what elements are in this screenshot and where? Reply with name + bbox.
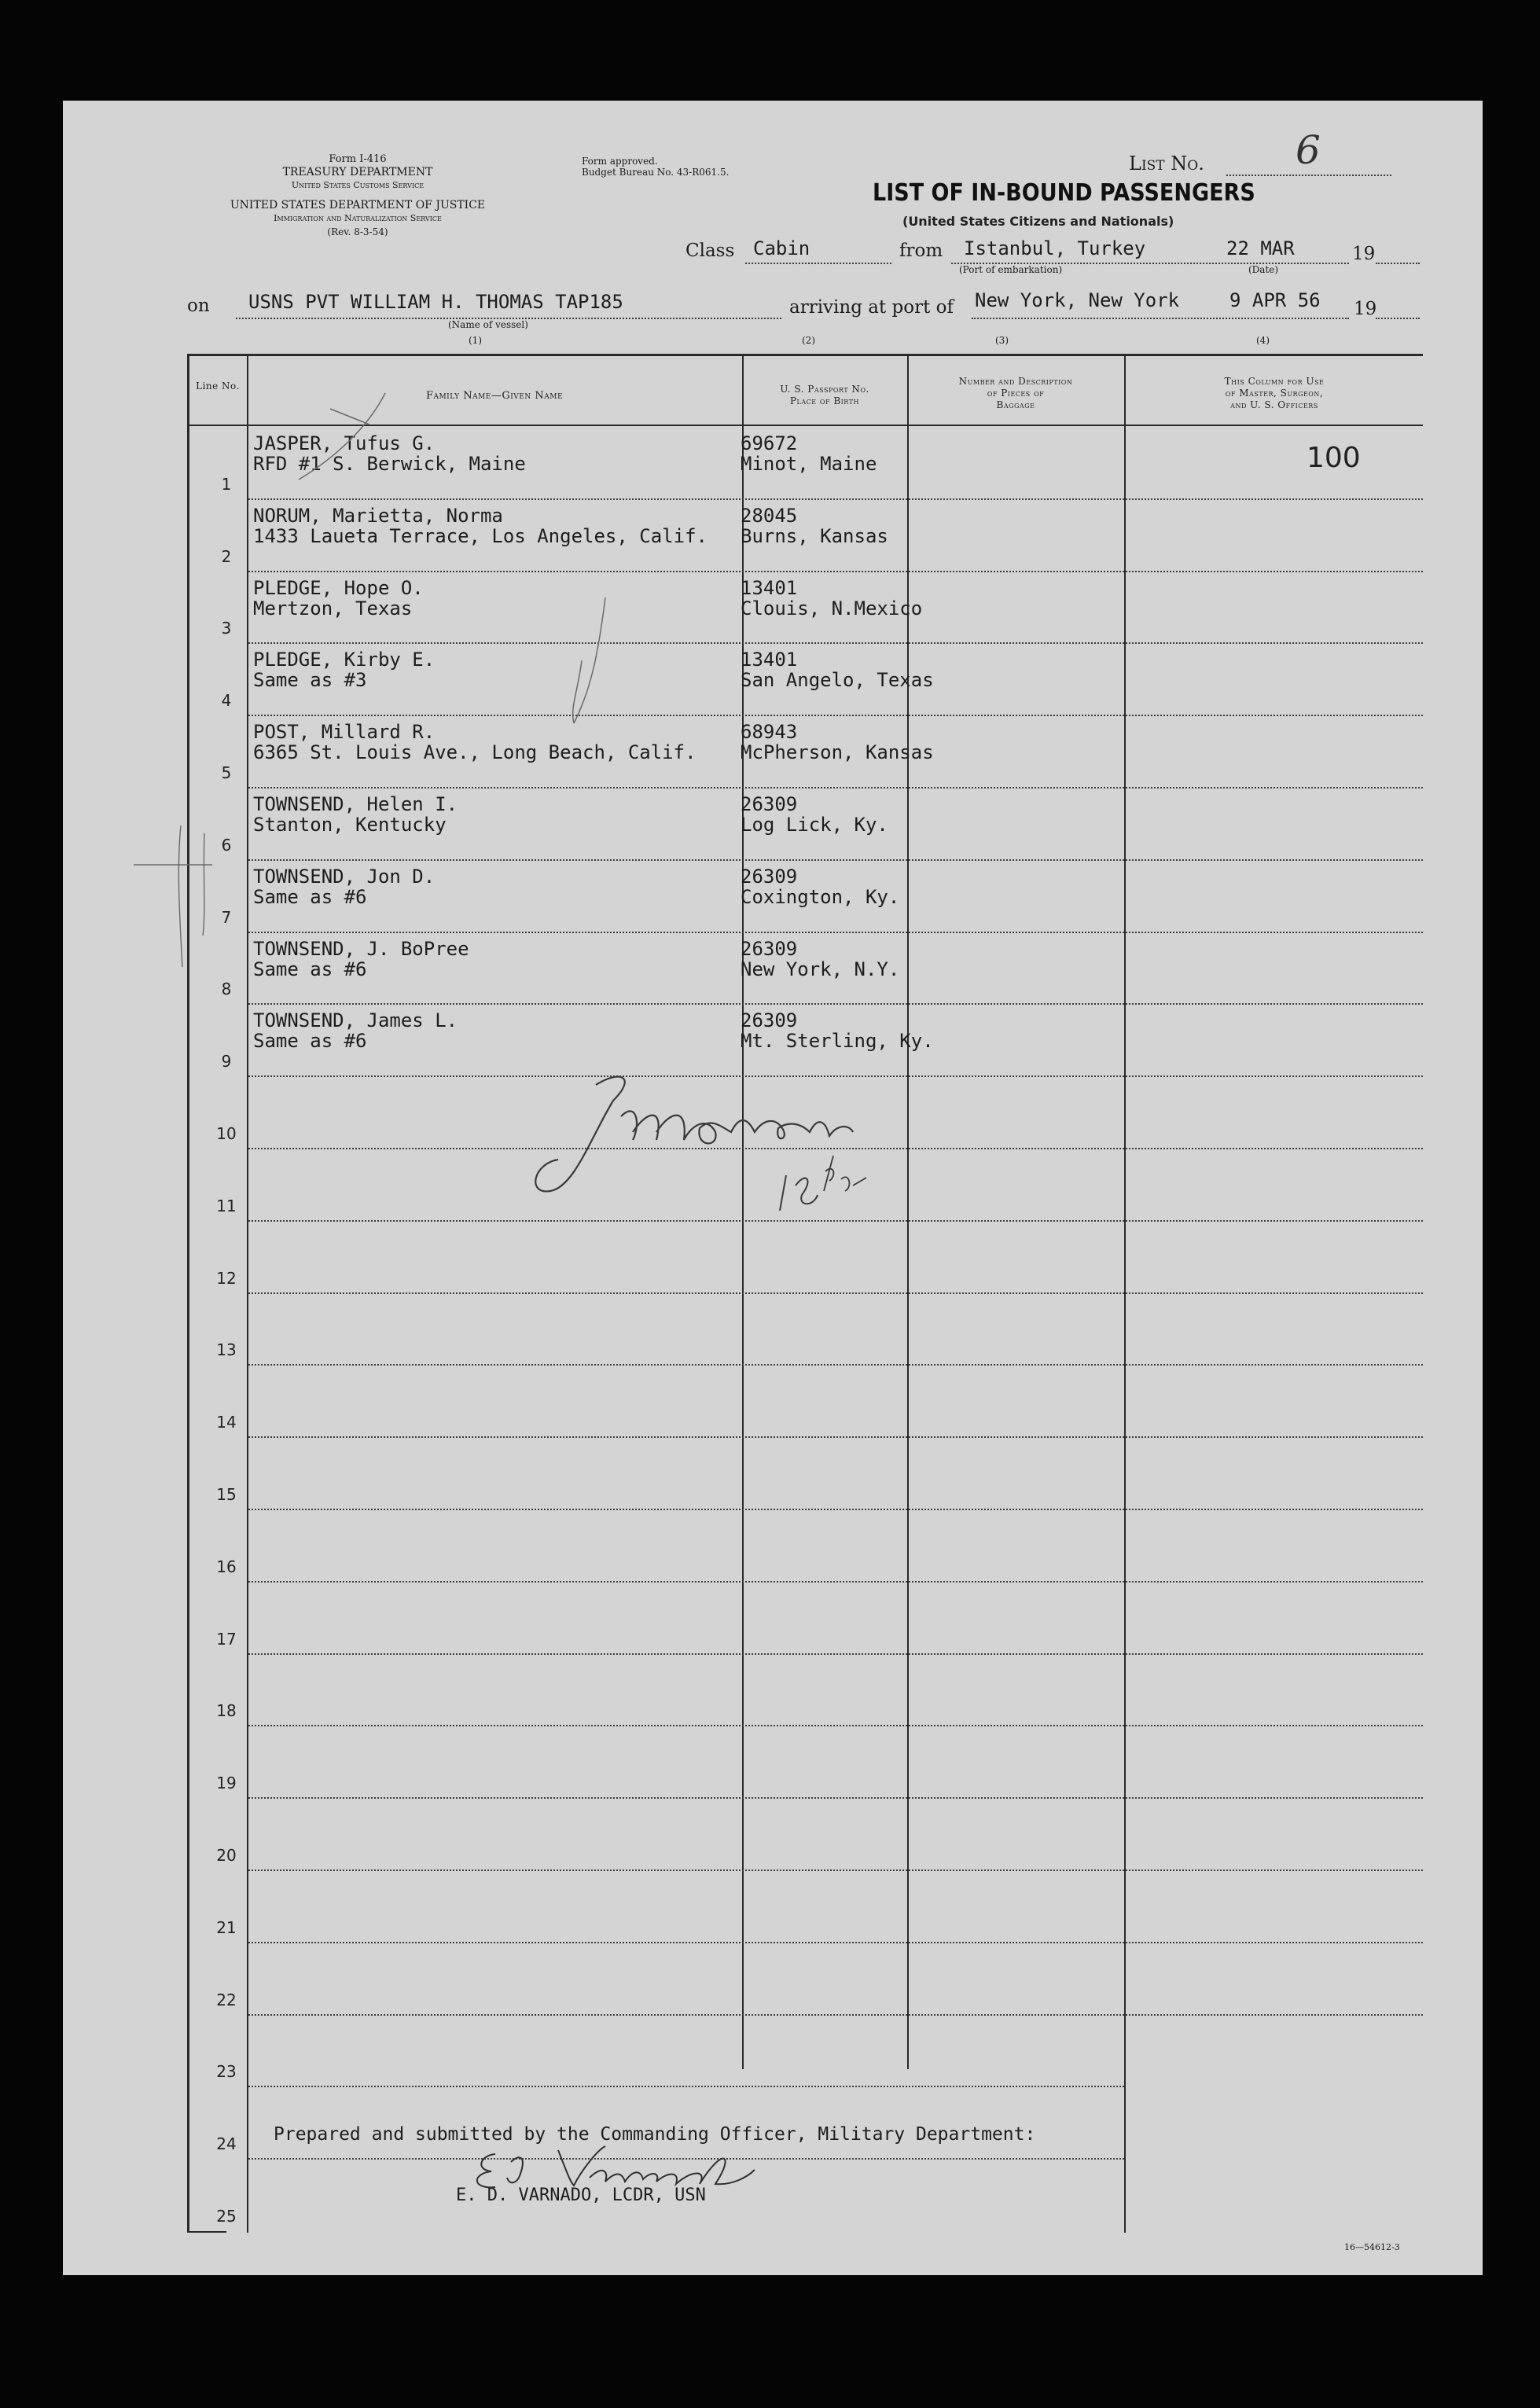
line-number: 9 — [221, 1052, 232, 1072]
class-value: Cabin — [753, 237, 810, 259]
row-line — [248, 1364, 1423, 1366]
passenger-name: TOWNSEND, Jon D. — [253, 865, 436, 888]
line-number: 17 — [216, 1629, 237, 1649]
line-number: 5 — [221, 763, 232, 782]
line-number: 16 — [216, 1557, 237, 1576]
passenger-name: JASPER, Tufus G. — [253, 432, 436, 454]
treasury-department: TREASURY DEPARTMENT — [282, 166, 433, 178]
year-prefix-2: 19 — [1354, 299, 1377, 319]
row-line — [248, 1725, 1423, 1726]
inspector-signature — [503, 1053, 991, 1242]
footer-print-code: 16—54612-3 — [1344, 2242, 1400, 2252]
list-number-line — [1226, 175, 1391, 176]
row-line — [248, 1797, 1423, 1799]
revision-date: (Rev. 8-3-54) — [327, 226, 388, 237]
passenger-name: TOWNSEND, Helen I. — [253, 793, 458, 815]
passenger-address: Same as #3 — [253, 669, 367, 692]
passport-number: 26309 — [741, 937, 798, 960]
header-baggage-line3: Baggage — [996, 399, 1035, 410]
passenger-address: Same as #6 — [253, 1030, 367, 1053]
arrival-date: 9 APR 56 — [1229, 289, 1321, 311]
column-number-4: (4) — [1256, 335, 1270, 346]
place-of-birth: Burns, Kansas — [741, 524, 888, 547]
passenger-name: PLEDGE, Hope O. — [253, 576, 424, 599]
place-of-birth: Mt. Sterling, Ky. — [741, 1030, 934, 1053]
form-subtitle: (United States Citizens and Nationals) — [902, 214, 1174, 229]
form-number: Form I-416 — [329, 153, 387, 165]
column-number-3: (3) — [995, 335, 1009, 346]
place-of-birth: Minot, Maine — [741, 453, 877, 475]
passenger-name: POST, Millard R. — [253, 721, 436, 744]
passport-number: 26309 — [741, 865, 798, 888]
class-label: Class — [685, 241, 735, 261]
customs-service: United States Customs Service — [291, 180, 425, 190]
arrival-line — [972, 318, 1349, 319]
prepared-by-statement: Prepared and submitted by the Commanding Officer, Military Department: — [274, 2124, 1036, 2145]
place-of-birth: Coxington, Ky. — [741, 885, 900, 908]
passenger-name: TOWNSEND, James L. — [253, 1009, 458, 1032]
budget-bureau: Budget Bureau No. 43-R061.5. — [582, 167, 730, 178]
passenger-address: 1433 Laueta Terrace, Los Angeles, Calif. — [253, 524, 708, 547]
passport-number: 13401 — [741, 576, 798, 599]
row-line — [248, 1509, 1423, 1510]
officer-note: 100 — [1307, 442, 1361, 474]
on-label: on — [187, 296, 210, 316]
row-line — [248, 1581, 1423, 1583]
line-number: 1 — [221, 474, 232, 494]
line-number: 25 — [216, 2207, 237, 2226]
form-title: LIST OF IN-BOUND PASSENGERS — [873, 179, 1255, 207]
department-of-justice: UNITED STATES DEPARTMENT OF JUSTICE — [230, 199, 486, 211]
passenger-address: RFD #1 S. Berwick, Maine — [253, 453, 526, 475]
header-passport-line1: U. S. Passport No. — [780, 384, 869, 395]
form-approved: Form approved. — [582, 156, 658, 167]
header-officers-line1: This Column for Use — [1224, 376, 1325, 387]
line-number: 13 — [216, 1340, 237, 1360]
header-line-no-text: Line No. — [196, 381, 240, 392]
line-number: 15 — [216, 1485, 237, 1504]
line-number: 19 — [216, 1774, 237, 1793]
line-number: 23 — [216, 2062, 237, 2082]
line-number: 20 — [216, 1846, 237, 1865]
line-number: 21 — [216, 1917, 237, 1937]
header-baggage-line2: of Pieces of — [987, 388, 1045, 399]
class-line — [745, 263, 891, 264]
row-line — [248, 1003, 1423, 1005]
header-officers-line3: and U. S. Officers — [1230, 399, 1318, 410]
passport-number: 26309 — [741, 793, 798, 815]
date-caption: (Date) — [1248, 264, 1279, 275]
margin-pencil-marks — [134, 362, 637, 991]
line-number: 7 — [221, 907, 232, 927]
passenger-name: NORUM, Marietta, Norma — [253, 504, 503, 527]
row-line — [248, 2086, 1124, 2087]
vessel-caption: (Name of vessel) — [448, 319, 528, 330]
from-label: from — [899, 241, 943, 261]
passport-number: 69672 — [741, 432, 798, 454]
line-number: 4 — [221, 691, 232, 711]
line-number: 24 — [216, 2134, 237, 2154]
vessel-name: USNS PVT WILLIAM H. THOMAS TAP185 — [248, 291, 623, 313]
line-number: 2 — [221, 546, 232, 566]
arrival-port: New York, New York — [975, 289, 1180, 311]
header-baggage-line1: Number and Description — [958, 376, 1073, 387]
passenger-address: Stanton, Kentucky — [253, 814, 447, 836]
line-number: 10 — [216, 1124, 237, 1143]
row-line — [248, 1869, 1423, 1871]
passenger-address: Same as #6 — [253, 958, 367, 980]
row-line — [248, 1292, 1423, 1294]
row-line — [248, 1653, 1423, 1655]
line-number: 6 — [221, 835, 232, 855]
header-baggage — [909, 376, 1123, 411]
year-line-2 — [1376, 318, 1420, 319]
line-number: 18 — [216, 1701, 237, 1721]
embarkation-date: 22 MAR — [1226, 237, 1295, 259]
line-number: 14 — [216, 1413, 237, 1432]
table-bottom-border — [187, 2231, 226, 2233]
line-number: 3 — [221, 619, 232, 638]
passenger-name: TOWNSEND, J. BoPree — [253, 937, 469, 960]
line-number: 12 — [216, 1268, 237, 1288]
passport-number: 26309 — [741, 1009, 798, 1032]
row-line — [248, 2014, 1423, 2016]
header-passport-line2: Place of Birth — [789, 395, 860, 406]
column-number-2: (2) — [802, 335, 815, 346]
list-number-label: List No. — [1129, 153, 1204, 175]
row-line — [248, 1942, 1423, 1943]
header-passport — [744, 384, 906, 407]
place-of-birth: Clouis, N.Mexico — [741, 597, 923, 619]
arriving-label: arriving at port of — [789, 297, 954, 318]
line-number: 22 — [216, 1990, 237, 2009]
header-name-text: Family Name—Given Name — [425, 390, 564, 402]
passport-number: 28045 — [741, 504, 798, 527]
header-officers-line2: of Master, Surgeon, — [1225, 388, 1324, 399]
ins-service: Immigration and Naturalization Service — [274, 213, 442, 223]
place-of-birth: New York, N.Y. — [741, 958, 900, 980]
column-number-1: (1) — [469, 335, 482, 346]
line-number: 8 — [221, 980, 232, 999]
list-number-value: 6 — [1296, 127, 1321, 173]
passport-number: 68943 — [741, 721, 798, 744]
place-of-birth: Log Lick, Ky. — [741, 814, 888, 836]
port-of-embarkation: Istanbul, Turkey — [964, 237, 1146, 259]
column-divider-4 — [1124, 355, 1126, 2233]
port-embarkation-caption: (Port of embarkation) — [959, 264, 1063, 275]
passenger-address: 6365 St. Louis Ave., Long Beach, Calif. — [253, 741, 696, 764]
place-of-birth: San Angelo, Texas — [741, 669, 934, 692]
year-line — [1376, 263, 1420, 264]
header-officers — [1126, 376, 1423, 411]
passport-number: 13401 — [741, 649, 798, 671]
row-line — [248, 1436, 1423, 1438]
passenger-name: PLEDGE, Kirby E. — [253, 649, 436, 671]
passenger-address: Mertzon, Texas — [253, 597, 413, 619]
officer-signature — [464, 2138, 810, 2201]
place-of-birth: McPherson, Kansas — [741, 741, 934, 764]
table-top-border — [187, 354, 1423, 356]
officer-name: E. D. VARNADO, LCDR, USN — [456, 2186, 706, 2205]
year-prefix: 19 — [1352, 244, 1376, 264]
line-number: 11 — [216, 1196, 237, 1215]
passenger-address: Same as #6 — [253, 885, 367, 908]
